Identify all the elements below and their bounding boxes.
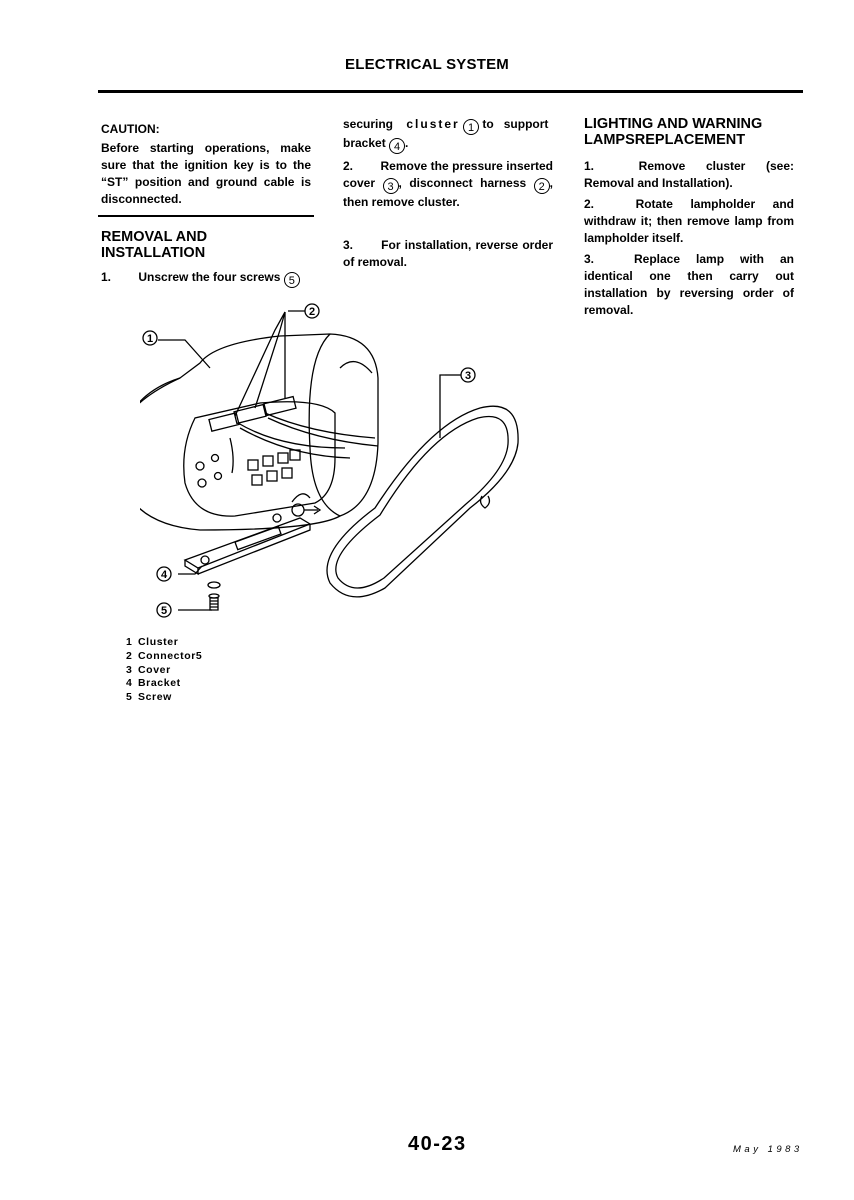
callout-4 [157,567,171,581]
legend-item: 1 Cluster [126,636,179,648]
cluster-exploded-diagram [140,298,520,623]
step-number: 2. [343,159,354,173]
caution-label: CAUTION: [101,122,160,136]
text-cluster: cluster [406,117,460,131]
screw-part [208,582,220,610]
header-rule [98,90,803,93]
callout-1 [143,331,157,345]
publication-date: May 1983 [733,1144,803,1155]
figure-legend [126,636,202,705]
caution-divider [98,215,314,217]
callout-ref: 4 [389,138,405,154]
step-text: Remove the pressure inserted cover [343,159,553,190]
lighting-step-2 [584,196,794,247]
callout-ref: 3 [383,178,399,194]
text-securing: securing [343,117,394,131]
lighting-step-3 [584,251,794,319]
text-bracket: bracket [343,136,386,150]
step-text: , then remove cluster. [343,176,553,209]
legend-item: 5 Screw [126,691,172,704]
removal-step-3 [343,237,553,271]
removal-step-1 [101,269,311,288]
svg-text:2: 2 [308,306,316,318]
section-title-lighting: LIGHTING AND WARNING LAMPSREPLACEMENT [584,116,763,148]
step-text: Rotate lampholder and withdraw it; then remove lamp from lampholder itself. [584,197,795,245]
callout-2 [305,304,319,318]
legend-item: 2 Connector5 [126,649,203,662]
callout-ref: 5 [284,272,300,288]
svg-text:3: 3 [464,370,472,382]
step-text: Replace lamp with an identical one then carry out installation by reversing order of removal. [584,252,794,317]
step-text: For installation, reverse order of removal. [343,238,553,269]
step-number: 2. [584,197,595,211]
page-number: 40-23 [408,1133,467,1155]
legend-item: 4 Bracket [126,677,181,690]
step-number: 1. [584,159,595,173]
legend-item: 3 Cover [126,663,171,676]
svg-text:4: 4 [160,569,168,581]
column-1 [101,121,311,292]
step-number: 1. [101,270,112,284]
bracket-part [185,514,310,574]
column-2 [343,116,553,275]
cover-part [327,406,518,597]
section-title-removal: REMOVAL AND INSTALLATION [101,229,208,261]
step-number: 3. [343,238,354,252]
lighting-step-1 [584,158,794,192]
callout-5 [157,603,171,617]
column-3 [584,116,794,323]
callout-ref: 2 [534,178,550,194]
text-support: support [503,117,549,131]
text-to: to [482,117,494,131]
page-header: ELECTRICAL SYSTEM [345,56,509,73]
removal-step-1-cont: securing cluster 1 to support bracket 4 . [343,117,549,153]
svg-text:1: 1 [146,333,154,345]
step-number: 3. [584,252,595,266]
caution-text: Before starting operations, make sure that the ignition key is to the “ST” position and ground cable is disconnected. [101,141,311,206]
callout-ref: 1 [463,119,479,135]
callout-3 [461,368,475,382]
connector-block [264,397,296,416]
step-text: Unscrew the four screws [138,270,281,284]
step-text: Remove cluster (see: Removal and Installation). [584,159,794,190]
removal-step-2 [343,158,553,211]
svg-text:5: 5 [160,605,168,617]
step-text: , disconnect harness [398,176,527,190]
